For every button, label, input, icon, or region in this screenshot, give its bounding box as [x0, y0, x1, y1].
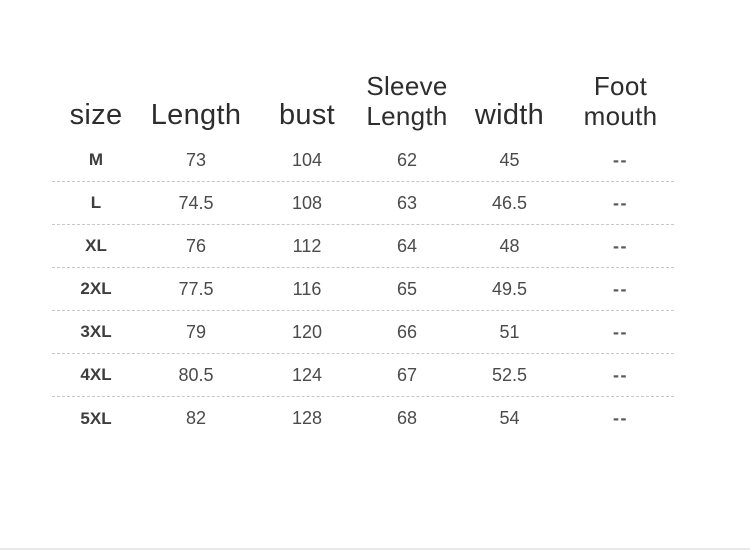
table-body: [52, 139, 674, 440]
width-cell: 46.5: [491, 192, 528, 213]
foot-mouth-cell: --: [613, 149, 628, 170]
bust-cell: 108: [291, 192, 323, 213]
foot-mouth-cell: --: [613, 278, 628, 299]
bust-cell: 128: [291, 408, 323, 428]
sleeve-length-cell: 65: [396, 278, 418, 299]
length-cell: 76: [185, 235, 207, 256]
table-row: [52, 225, 674, 268]
table-row: [52, 139, 674, 182]
length-cell: 80.5: [178, 364, 214, 385]
length-cell: 74.5: [178, 192, 214, 213]
bust-cell: 120: [291, 321, 323, 342]
sleeve-length-cell: 68: [396, 408, 418, 428]
sleeve-length-cell: 62: [396, 149, 418, 170]
bust-cell: 112: [292, 235, 322, 256]
foot-mouth-cell: --: [613, 192, 628, 213]
table-row: [52, 182, 674, 225]
table-row: [52, 268, 674, 311]
size-chart-table: [52, 55, 674, 440]
sleeve-length-cell: 66: [396, 321, 418, 342]
width-cell: 52.5: [491, 364, 528, 385]
length-cell: 82: [185, 408, 207, 428]
foot-mouth-cell: --: [613, 321, 628, 342]
length-cell: 73: [185, 149, 207, 170]
table-row: [52, 354, 674, 397]
width-cell: 54: [499, 408, 520, 428]
table-row: [52, 397, 674, 440]
column-header-foot-mouth: Foot mouth: [583, 70, 658, 132]
size-cell: M: [88, 150, 104, 169]
table-header: [52, 55, 674, 139]
sleeve-length-cell: 67: [396, 364, 418, 385]
size-cell: L: [90, 193, 102, 212]
width-cell: 48: [499, 235, 520, 256]
width-cell: 49.5: [491, 278, 528, 299]
sleeve-length-cell: 64: [396, 235, 418, 256]
size-cell: 2XL: [80, 279, 112, 298]
length-cell: 77.5: [178, 278, 214, 299]
size-cell: XL: [85, 236, 107, 255]
bust-cell: 104: [291, 149, 323, 170]
foot-mouth-cell: --: [613, 364, 628, 385]
length-cell: 79: [185, 321, 207, 342]
size-cell: 4XL: [80, 365, 112, 384]
table-row: [52, 311, 674, 354]
size-cell: 5XL: [80, 408, 112, 428]
bust-cell: 124: [291, 364, 323, 385]
foot-mouth-cell: --: [613, 235, 628, 256]
bust-cell: 116: [292, 278, 322, 299]
width-cell: 45: [499, 149, 520, 170]
sleeve-length-cell: 63: [396, 192, 418, 213]
foot-mouth-cell: --: [613, 408, 628, 428]
size-cell: 3XL: [80, 322, 112, 341]
column-header-bust: bust: [278, 98, 335, 131]
column-header-sleeve-length: Sleeve Length: [366, 70, 448, 132]
column-header-length: Length: [150, 98, 242, 131]
column-header-width: width: [474, 98, 545, 131]
width-cell: 51: [499, 321, 520, 342]
column-header-size: size: [69, 98, 123, 131]
